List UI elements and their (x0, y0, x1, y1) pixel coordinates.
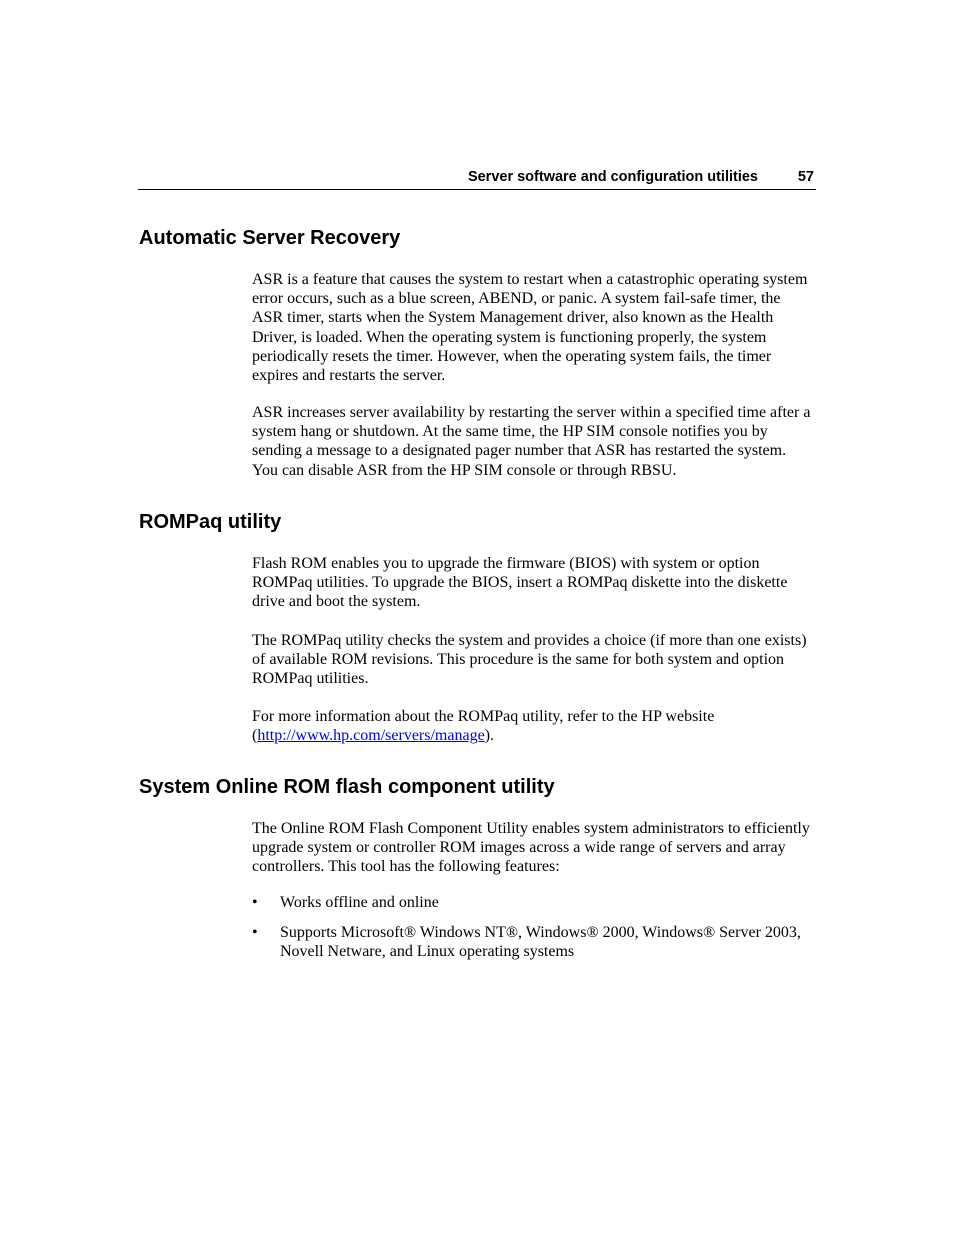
heading-rompaq-utility: ROMPaq utility (139, 511, 282, 533)
features-list (252, 893, 812, 972)
heading-system-online-rom-flash: System Online ROM flash component utility (139, 776, 555, 798)
header-title: Server software and configuration utilities (467, 169, 758, 185)
online-rom-paragraph-1: The Online ROM Flash Component Utility enables system administrators to efficiently upgrade system or controller ROM images across a wide range of servers and array controllers. This tool has the following features: (252, 820, 810, 876)
asr-paragraph-1: ASR is a feature that causes the system to restart when a catastrophic operating system error occurs, such as a blue screen, ABEND, or panic. A system fail-safe timer, the ASR timer, starts when the System Management driver, also known as the Health Driver, is loaded. When the operating system is functioning properly, the system periodically resets the timer. However, when the operating system fails, the timer expires and restarts the server. (252, 271, 808, 385)
link-closing-text: ). (484, 727, 495, 745)
asr-paragraph-2: ASR increases server availability by restarting the server within a specified time after a system hang or shutdown. At the same time, the HP SIM console notifies you by sending a message to a designated pager number that ASR has restarted the system. You can disable ASR from the HP SIM console or through RBSU. (252, 404, 811, 479)
page-number: 57 (797, 169, 814, 185)
link-intro-text: For more information about the ROMPaq utility, refer to the HP website ( (252, 708, 715, 745)
running-header (138, 166, 816, 190)
bullet-icon: • (252, 923, 258, 941)
rompaq-paragraph-1: Flash ROM enables you to upgrade the firmware (BIOS) with system or option ROMPaq utilities. To upgrade the BIOS, insert a ROMPaq diskette into the diskette drive and boot the system. (252, 555, 788, 611)
list-item (252, 893, 812, 912)
rompaq-paragraph-3 (252, 707, 812, 745)
list-item-text: Supports Microsoft® Windows NT®, Windows® 2000, Windows® Server 2003, Novell Netware, and Linux operating systems (280, 923, 801, 960)
list-item-text: Works offline and online (280, 894, 439, 911)
heading-automatic-server-recovery: Automatic Server Recovery (139, 227, 401, 249)
rompaq-paragraph-2: The ROMPaq utility checks the system and provides a choice (if more than one exists) of available ROM revisions. This procedure is the same for both system and option ROMPaq utilities. (252, 632, 807, 688)
list-item (252, 923, 812, 961)
hp-website-link[interactable]: http://www.hp.com/servers/manage (257, 727, 485, 745)
bullet-icon: • (252, 894, 258, 911)
